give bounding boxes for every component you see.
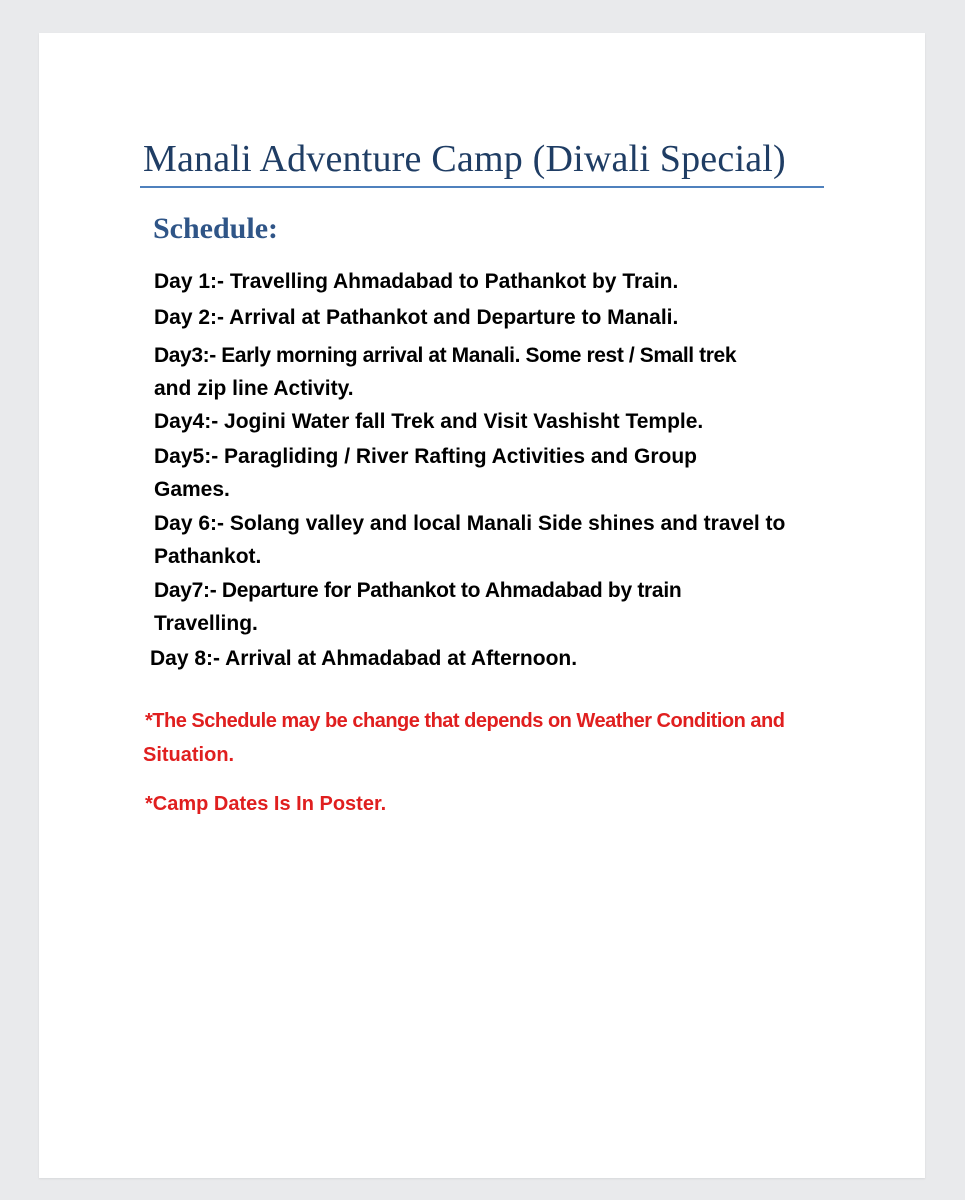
weather-note-continued: Situation. [143, 744, 235, 766]
schedule-day-4: Day4:- Jogini Water fall Trek and Visit Vashisht Temple. [154, 410, 704, 433]
document-title: Manali Adventure Camp (Diwali Special) [143, 138, 786, 180]
schedule-day-6-continued: Pathankot. [154, 545, 262, 568]
schedule-day-8: Day 8:- Arrival at Ahmadabad at Afternoon. [150, 647, 578, 670]
schedule-day-5: Day5:- Paragliding / River Rafting Activities and Group [154, 445, 697, 468]
schedule-day-2: Day 2:- Arrival at Pathankot and Departure to Manali. [154, 306, 679, 329]
schedule-day-7: Day7:- Departure for Pathankot to Ahmadabad by train [154, 579, 682, 602]
document-page [39, 33, 925, 1178]
schedule-day-6: Day 6:- Solang valley and local Manali Side shines and travel to [154, 512, 786, 535]
schedule-day-7-continued: Travelling. [154, 612, 258, 635]
schedule-day-1: Day 1:- Travelling Ahmadabad to Pathankot by Train. [154, 270, 679, 293]
camp-dates-note: *Camp Dates Is In Poster. [145, 793, 387, 815]
schedule-day-3-continued: and zip line Activity. [154, 377, 354, 400]
schedule-heading: Schedule: [153, 212, 279, 245]
weather-note: *The Schedule may be change that depends on Weather Condition and [145, 710, 785, 732]
title-underline [140, 186, 824, 188]
schedule-day-5-continued: Games. [154, 478, 230, 501]
schedule-day-3: Day3:- Early morning arrival at Manali. Some rest / Small trek [154, 344, 737, 367]
